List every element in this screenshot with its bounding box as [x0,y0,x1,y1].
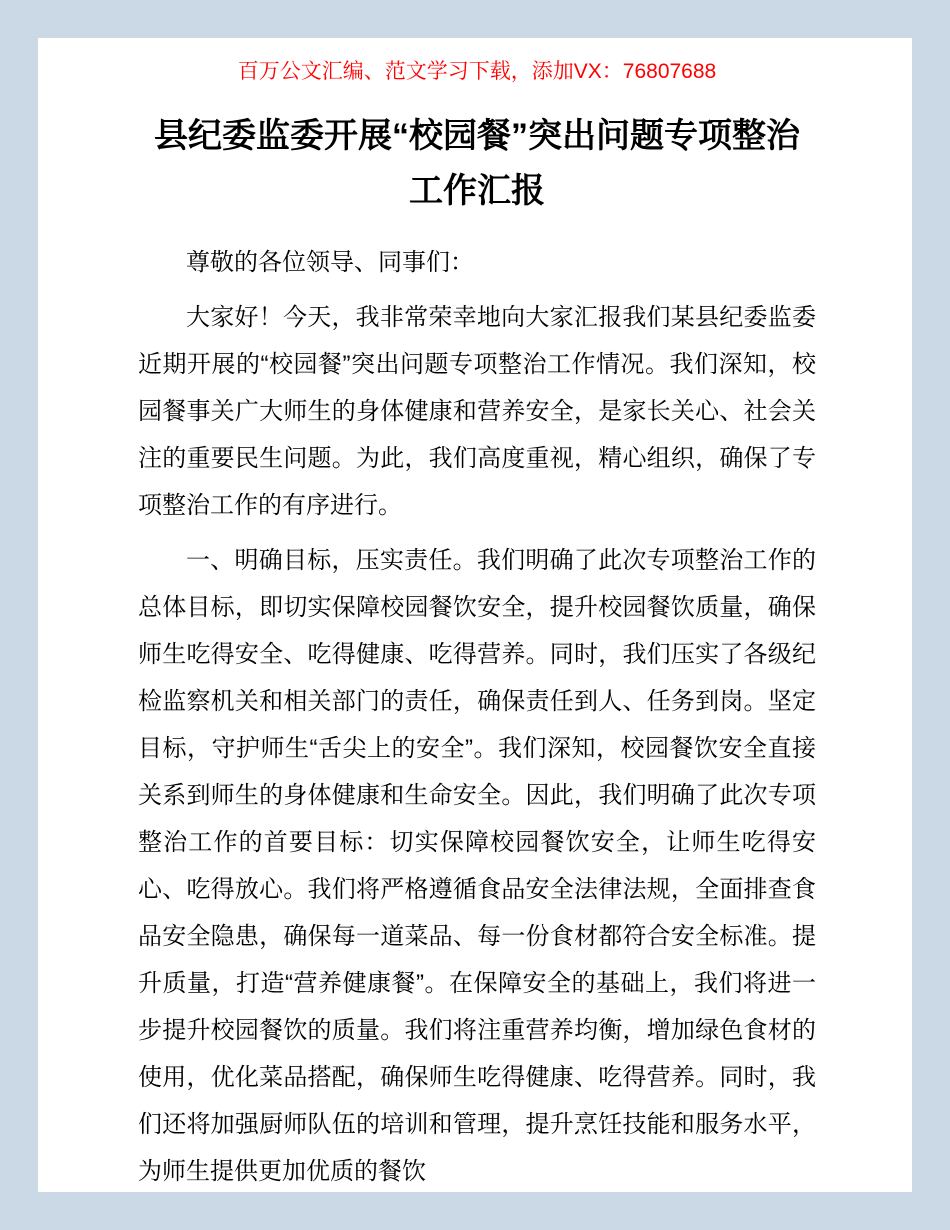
document-paper [38,38,912,1192]
paragraph: 尊敬的各位领导、同事们： [186,249,474,277]
paragraph: 一、明确目标，压实责任。我们明确了此次专项整治工作的总体目标，即切实保障校园餐饮安全，提升校园餐饮质量，确保师生吃得安全、吃得健康、吃得营养。同时，我们压实了各级纪检监察机关和相关部门的责任，确保责任到人、任务到岗。坚定目标，守护师生“舌尖上的安全”。我们深知，校园餐饮安全直接关系到师生的身体健康和生命安全。因此，我们明确了此次专项整治工作的首要目标：切实保障校园餐饮安全，让师生吃得安心、吃得放心。我们将严格遵循食品安全法律法规，全面排查食品安全隐患，确保每一道菜品、每一份食材都符合安全标准。提升质量，打造“营养健康餐”。在保障安全的基础上，我们将进一步提升校园餐饮的质量。我们将注重营养均衡，增加绿色食材的使用，优化菜品搭配，确保师生吃得健康、吃得营养。同时，我们还将加强厨师队伍的培训和管理，提升烹饪技能和服务水平，为师生提供更加优质的餐饮 [138,547,816,1186]
page-title: 县纪委监委开展“校园餐”突出问题专项整治工作汇报 [154,117,800,211]
document-body [138,239,816,1192]
paragraph: 大家好！今天，我非常荣幸地向大家汇报我们某县纪委监委近期开展的“校园餐”突出问题专项整治工作情况。我们深知，校园餐事关广大师生的身体健康和营养安全，是家长关心、社会关注的重要民生问题。为此，我们高度重视，精心组织，确保了专项整治工作的有序进行。 [138,304,816,520]
promo-notice-text: 百万公文汇编、范文学习下载，添加VX：76807688 [237,60,717,83]
